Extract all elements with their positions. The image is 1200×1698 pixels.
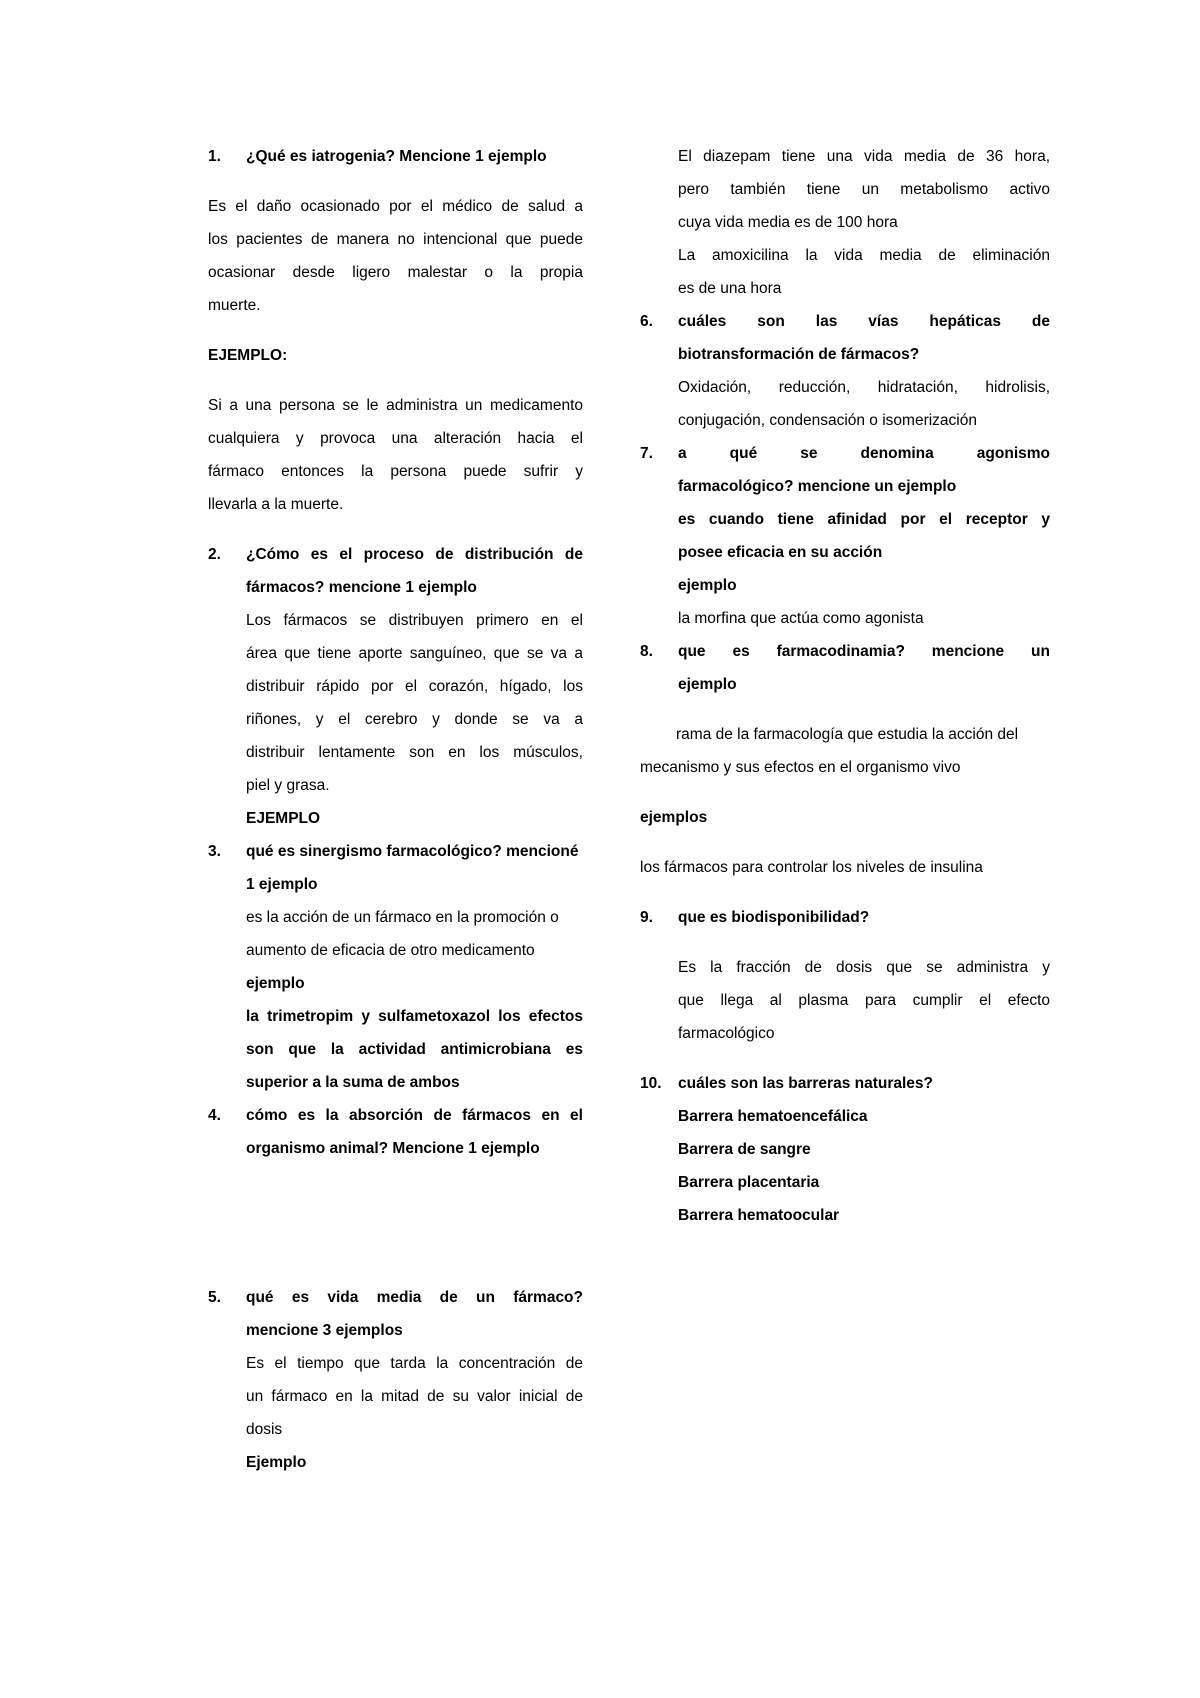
answer-line: Oxidación, reducción, hidratación, hidrolisis,: [678, 379, 1050, 396]
answer-line: piel y grasa.: [246, 777, 330, 794]
answer-line: muerte.: [208, 297, 261, 314]
answer-line: que llega al plasma para cumplir el efecto: [678, 992, 1050, 1009]
question-title: a qué se denomina agonismo: [678, 445, 1050, 462]
example-line: cualquiera y provoca una alteración hacia el: [208, 430, 583, 447]
question-number: 5.: [208, 1289, 221, 1306]
answer-line: Los fármacos se distribuyen primero en el: [246, 612, 583, 629]
example-line: son que la actividad antimicrobiana es: [246, 1041, 583, 1058]
example-line: superior a la suma de ambos: [246, 1074, 460, 1091]
question-number: 9.: [640, 909, 653, 926]
example-label: ejemplo: [246, 975, 305, 992]
example-label: ejemplos: [640, 809, 708, 826]
answer-line: riñones, y el cerebro y donde se va a: [246, 711, 583, 728]
question-title: ¿Cómo es el proceso de distribución de: [246, 546, 583, 563]
answer-line: es la acción de un fármaco en la promoción o: [246, 909, 559, 926]
question-title-cont: organismo animal? Mencione 1 ejemplo: [246, 1140, 540, 1157]
answer-line: farmacológico: [678, 1025, 775, 1042]
example-line: fármaco entonces la persona puede sufrir y: [208, 463, 583, 480]
question-10: [640, 1067, 1050, 1100]
question-number: 2.: [208, 546, 221, 563]
question-title: qué es sinergismo farmacológico? mencioné: [246, 843, 579, 860]
question-title: cuáles son las barreras naturales?: [678, 1075, 934, 1092]
question-number: 8.: [640, 643, 653, 660]
example-label: EJEMPLO: [246, 810, 321, 827]
answer-line: Es el daño ocasionado por el médico de salud a: [208, 198, 583, 215]
question-title-cont: farmacológico? mencione un ejemplo: [678, 478, 957, 495]
question-title-cont: ejemplo: [678, 676, 737, 693]
question-4: [208, 1099, 583, 1132]
question-title-cont: biotransformación de fármacos?: [678, 346, 920, 363]
answer-line: aumento de eficacia de otro medicamento: [246, 942, 535, 959]
answer-line: Es la fracción de dosis que se administra y: [678, 959, 1050, 976]
answer-line: un fármaco en la mitad de su valor inicial de: [246, 1388, 583, 1405]
question-number: 4.: [208, 1107, 221, 1124]
question-title-cont: mencione 3 ejemplos: [246, 1322, 403, 1339]
example-line: la morfina que actúa como agonista: [678, 610, 924, 627]
example-line: llevarla a la muerte.: [208, 496, 344, 513]
question-title: qué es vida media de un fármaco?: [246, 1289, 583, 1306]
answer-line: Es el tiempo que tarda la concentración de: [246, 1355, 583, 1372]
example-line: la trimetropim y sulfametoxazol los efectos: [246, 1008, 583, 1025]
q5-continuation-line: es de una hora: [678, 280, 782, 297]
q5-continuation-line: pero también tiene un metabolismo activo: [678, 181, 1050, 198]
list-item: Barrera hematoocular: [678, 1207, 840, 1224]
question-5: [208, 1281, 583, 1314]
question-number: 7.: [640, 445, 653, 462]
question-2: [208, 538, 583, 571]
answer-line: mecanismo y sus efectos en el organismo vivo: [640, 759, 961, 776]
answer-line: conjugación, condensación o isomerización: [678, 412, 977, 429]
question-title: ¿Qué es iatrogenia? Mencione 1 ejemplo: [246, 148, 547, 165]
answer-line: es cuando tiene afinidad por el receptor y: [678, 511, 1050, 528]
question-title: cómo es la absorción de fármacos en el: [246, 1107, 583, 1124]
example-line: Si a una persona se le administra un medicamento: [208, 397, 583, 414]
example-label: EJEMPLO:: [208, 347, 288, 364]
right-column: [640, 140, 1050, 1232]
q5-continuation-line: cuya vida media es de 100 hora: [678, 214, 898, 231]
question-title: cuáles son las vías hepáticas de: [678, 313, 1050, 330]
example-line: los fármacos para controlar los niveles de insulina: [640, 859, 983, 876]
answer-line: los pacientes de manera no intencional que puede: [208, 231, 583, 248]
answer-line: posee eficacia en su acción: [678, 544, 883, 561]
question-title: que es biodisponibilidad?: [678, 909, 870, 926]
q5-continuation-line: El diazepam tiene una vida media de 36 hora,: [678, 148, 1050, 165]
example-label: Ejemplo: [246, 1454, 307, 1471]
example-label: ejemplo: [678, 577, 737, 594]
answer-line: área que tiene aporte sanguíneo, que se va a: [246, 645, 583, 662]
answer-line: dosis: [246, 1421, 283, 1438]
question-8: [640, 635, 1050, 668]
question-3: [208, 835, 583, 868]
answer-line: distribuir lentamente son en los músculos,: [246, 744, 583, 761]
answer-line: rama de la farmacología que estudia la acción del: [676, 726, 1019, 743]
q5-continuation-line: La amoxicilina la vida media de eliminación: [678, 247, 1050, 264]
list-item: Barrera hematoencefálica: [678, 1108, 868, 1125]
question-6: [640, 305, 1050, 338]
answer-line: ocasionar desde ligero malestar o la propia: [208, 264, 583, 281]
question-1: [208, 140, 583, 173]
left-column: [208, 140, 583, 1479]
question-number: 6.: [640, 313, 653, 330]
question-7: [640, 437, 1050, 470]
list-item: Barrera placentaria: [678, 1174, 820, 1191]
question-title-cont: fármacos? mencione 1 ejemplo: [246, 579, 477, 596]
question-number: 1.: [208, 148, 221, 165]
question-title: que es farmacodinamia? mencione un: [678, 643, 1050, 660]
question-9: [640, 901, 1050, 934]
list-item: Barrera de sangre: [678, 1141, 811, 1158]
question-title-cont: 1 ejemplo: [246, 876, 318, 893]
question-number: 10.: [640, 1075, 662, 1092]
question-number: 3.: [208, 843, 221, 860]
answer-line: distribuir rápido por el corazón, hígado, los: [246, 678, 583, 695]
